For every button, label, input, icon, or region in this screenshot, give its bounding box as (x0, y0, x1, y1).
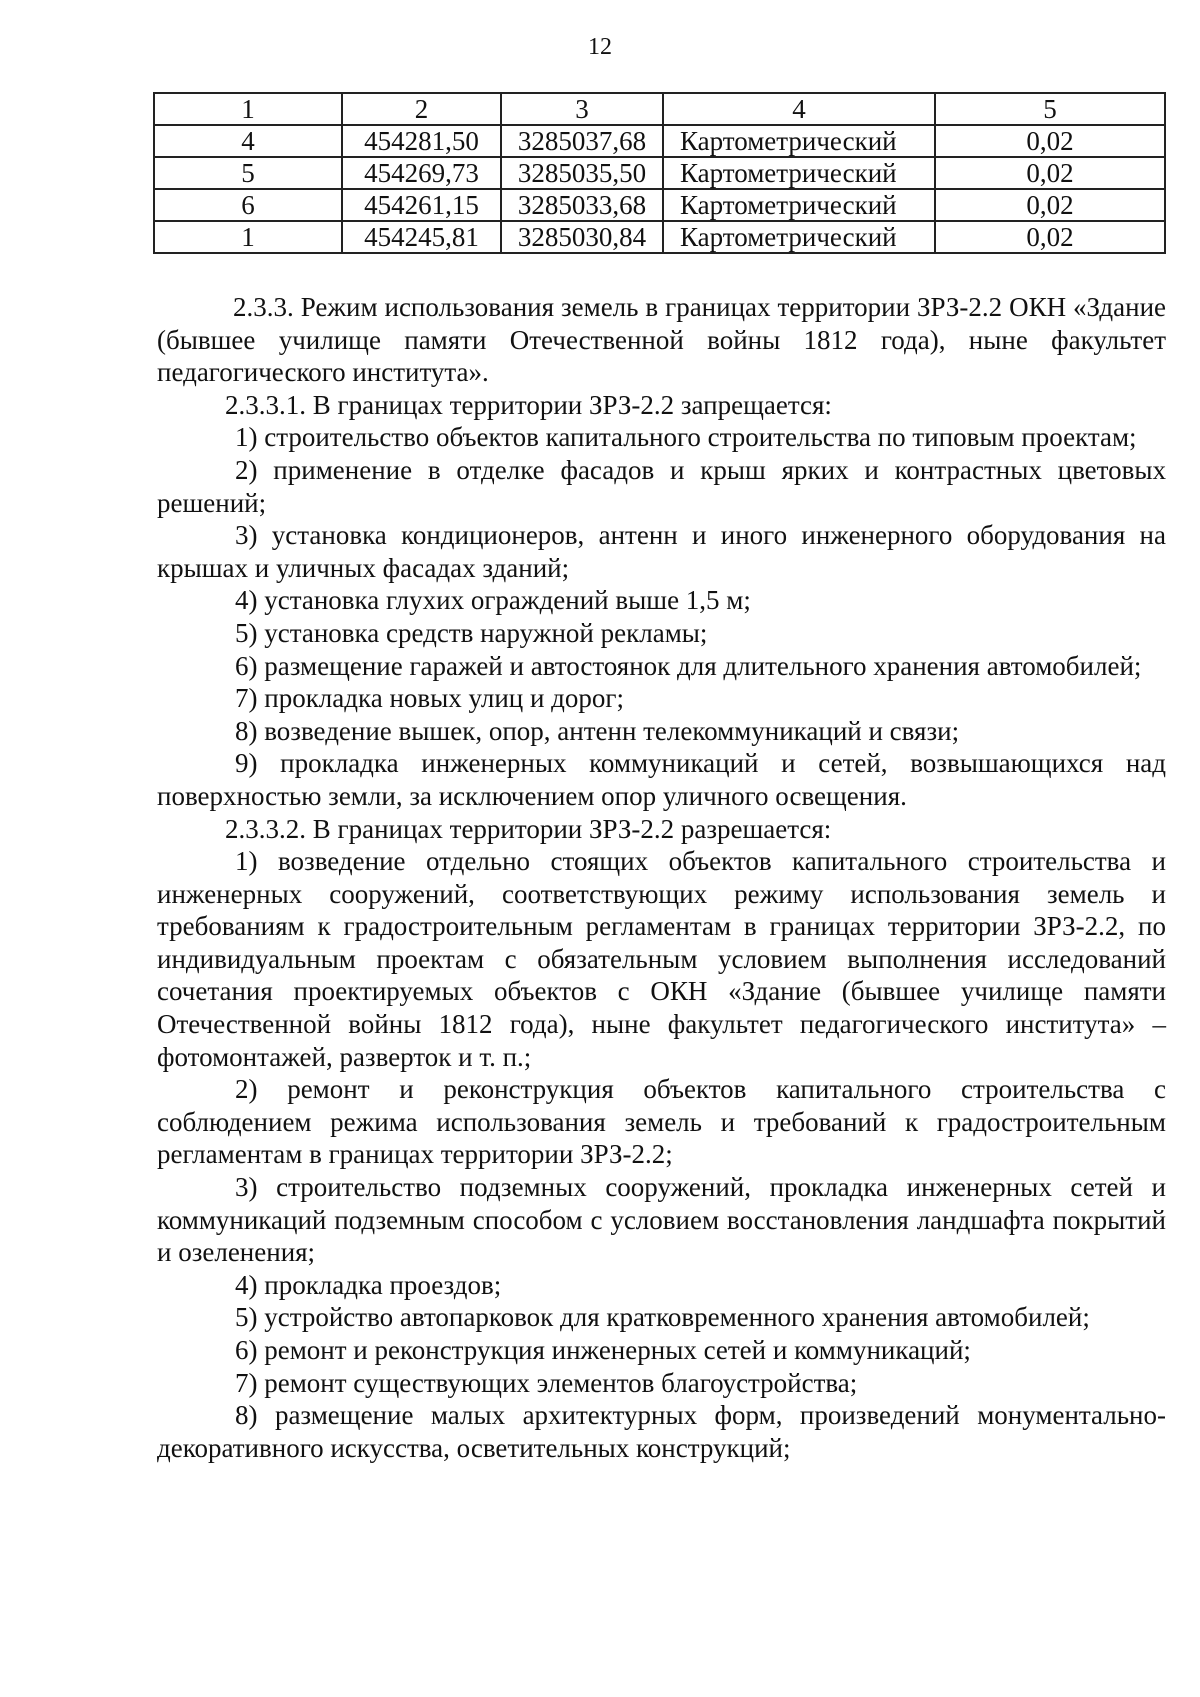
prohibited-item: 8) возведение вышек, опор, антенн телекоммуникаций и связи; (235, 715, 960, 746)
permitted-item: 5) устройство автопарковок для кратковременного хранения автомобилей; (235, 1302, 1090, 1333)
permitted-item: 6) ремонт и реконструкция инженерных сетей и коммуникаций; (235, 1335, 971, 1365)
permitted-item: 7) ремонт существующих элементов благоустройства; (235, 1367, 858, 1398)
table-row (154, 125, 1165, 157)
permitted-item: 2) ремонт и реконструкция объектов капитального строительства с соблюдением режима использования земель и требований к градостроительным регламентам в границах территории ЗРЗ-2.2; (157, 1074, 1166, 1170)
accuracy-cell: 0,02 (935, 221, 1165, 253)
y-coordinate-cell: 3285037,68 (501, 125, 663, 157)
point-number-cell: 4 (154, 125, 342, 157)
permitted-heading: 2.3.3.2. В границах территории ЗРЗ-2.2 разрешается: (225, 813, 832, 844)
permitted-item: 4) прокладка проездов; (235, 1269, 502, 1300)
document-body (157, 291, 1166, 1464)
prohibited-item: 7) прокладка новых улиц и дорог; (235, 683, 624, 714)
permitted-item: 8) размещение малых архитектурных форм, произведений монументально-декоративного искусства, осветительных конструкций; (157, 1400, 1166, 1463)
method-cell: Картометрический (663, 157, 935, 189)
x-coordinate-cell: 454261,15 (342, 189, 501, 221)
x-coordinate-cell: 454245,81 (342, 221, 501, 253)
table-row (154, 221, 1165, 253)
table-header-row (154, 93, 1165, 125)
prohibited-item: 4) установка глухих ограждений выше 1,5 м; (235, 585, 751, 616)
table-header-cell: 4 (663, 93, 935, 125)
x-coordinate-cell: 454281,50 (342, 125, 501, 157)
method-cell: Картометрический (663, 125, 935, 157)
x-coordinate-cell: 454269,73 (342, 157, 501, 189)
prohibited-item: 6) размещение гаражей и автостоянок для длительного хранения автомобилей; (235, 650, 1142, 681)
prohibited-item: 3) установка кондиционеров, антенн и иного инженерного оборудования на крышах и уличных фасадах зданий; (157, 520, 1166, 583)
method-cell: Картометрический (663, 221, 935, 253)
table-header-cell: 3 (501, 93, 663, 125)
point-number-cell: 5 (154, 157, 342, 189)
accuracy-cell: 0,02 (935, 157, 1165, 189)
point-number-cell: 1 (154, 221, 342, 253)
point-number-cell: 6 (154, 189, 342, 221)
y-coordinate-cell: 3285033,68 (501, 189, 663, 221)
y-coordinate-cell: 3285035,50 (501, 157, 663, 189)
prohibited-heading: 2.3.3.1. В границах территории ЗРЗ-2.2 запрещается: (225, 389, 832, 420)
table-row (154, 189, 1165, 221)
table-header-cell: 1 (154, 93, 342, 125)
page-number: 12 (588, 34, 612, 60)
table-row (154, 157, 1165, 189)
accuracy-cell: 0,02 (935, 189, 1165, 221)
table-header-cell: 5 (935, 93, 1165, 125)
y-coordinate-cell: 3285030,84 (501, 221, 663, 253)
table-header-cell: 2 (342, 93, 501, 125)
permitted-item: 1) возведение отдельно стоящих объектов капитального строительства и инженерных сооружений, соответствующих режиму использования земель и требованиям к градостроительным регламентам в границах территории ЗРЗ-2.2, по индивидуальным проектам с обязательным условием выполнения исследований сочетания проектируемых объектов с ОКН «Здание (бывшее училище памяти Отечественной войны 1812 года), ныне факультет педагогического института» – фотомонтажей, разверток и т. п.; (157, 846, 1166, 1072)
method-cell: Картометрический (663, 189, 935, 221)
prohibited-item: 2) применение в отделке фасадов и крыш ярких и контрастных цветовых решений; (157, 454, 1166, 518)
coordinates-table (153, 92, 1166, 254)
permitted-item: 3) строительство подземных сооружений, прокладка инженерных сетей и коммуникаций подземным способом с условием восстановления ландшафта покрытий и озеленения; (157, 1172, 1166, 1268)
prohibited-item: 5) установка средств наружной рекламы; (235, 617, 708, 648)
prohibited-item: 1) строительство объектов капитального строительства по типовым проектам; (235, 422, 1137, 453)
section-heading-2-3-3: 2.3.3. Режим использования земель в границах территории ЗРЗ-2.2 ОКН «Здание (бывшее училище памяти Отечественной войны 1812 года), ныне факультет педагогического института». (157, 292, 1166, 388)
accuracy-cell: 0,02 (935, 125, 1165, 157)
prohibited-item: 9) прокладка инженерных коммуникаций и сетей, возвышающихся над поверхностью земли, за исключением опор уличного освещения. (157, 748, 1166, 811)
